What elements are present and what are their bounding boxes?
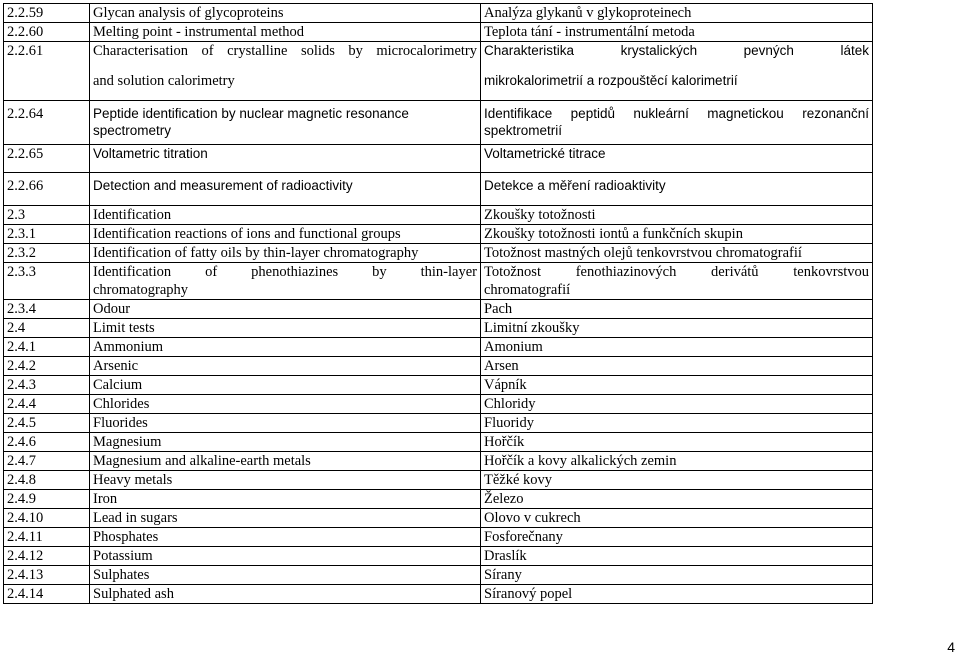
terminology-table [3, 3, 873, 604]
table-row [4, 319, 873, 338]
table-row [4, 452, 873, 471]
english-term: Voltametric titration [90, 145, 481, 173]
czech-term: Draslík [481, 547, 873, 566]
english-term: Identification of fatty oils by thin-layer chromatography [90, 244, 481, 263]
czech-term-line: Identifikace peptidů nukleární magnetickou rezonanční [484, 106, 869, 121]
english-term-line: and solution calorimetry [93, 73, 235, 89]
czech-term: Arsen [481, 357, 873, 376]
english-term: Magnesium [90, 433, 481, 452]
czech-term: Fosforečnany [481, 528, 873, 547]
czech-term: Teplota tání - instrumentální metoda [481, 23, 873, 42]
section-number: 2.4 [4, 319, 90, 338]
czech-term-line: spektrometrií [484, 123, 563, 138]
czech-term-line: Totožnost fenothiazinových derivátů tenkovrstvou [484, 264, 869, 280]
czech-term-line: mikrokalorimetrií a rozpouštěcí kalorimetrií [484, 73, 738, 88]
section-number: 2.4.7 [4, 452, 90, 471]
table-row [4, 42, 873, 101]
table-row [4, 145, 873, 173]
table-row [4, 509, 873, 528]
english-term: Sulphates [90, 566, 481, 585]
czech-term: Síranový popel [481, 585, 873, 604]
english-term: Identification [90, 206, 481, 225]
english-term: Glycan analysis of glycoproteins [90, 4, 481, 23]
table-row [4, 23, 873, 42]
czech-term: Amonium [481, 338, 873, 357]
english-term: Sulphated ash [90, 585, 481, 604]
section-number: 2.4.12 [4, 547, 90, 566]
english-term: Odour [90, 300, 481, 319]
section-number: 2.3.1 [4, 225, 90, 244]
english-term-line: spectrometry [93, 123, 172, 138]
table-row [4, 547, 873, 566]
czech-term: Zkoušky totožnosti [481, 206, 873, 225]
czech-term: Olovo v cukrech [481, 509, 873, 528]
english-term: Ammonium [90, 338, 481, 357]
section-number: 2.4.11 [4, 528, 90, 547]
english-term: Lead in sugars [90, 509, 481, 528]
table-row [4, 173, 873, 206]
english-term-cell [90, 263, 481, 300]
english-term: Phosphates [90, 528, 481, 547]
english-term: Calcium [90, 376, 481, 395]
english-term: Arsenic [90, 357, 481, 376]
table-row [4, 4, 873, 23]
czech-term: Analýza glykanů v glykoproteinech [481, 4, 873, 23]
english-term: Potassium [90, 547, 481, 566]
table-row [4, 395, 873, 414]
section-number: 2.2.65 [4, 145, 90, 173]
english-term: Identification reactions of ions and functional groups [90, 225, 481, 244]
section-number: 2.4.3 [4, 376, 90, 395]
english-term-line: Peptide identification by nuclear magnetic resonance [93, 106, 409, 121]
table-row [4, 225, 873, 244]
table-row [4, 566, 873, 585]
section-number: 2.3 [4, 206, 90, 225]
table-row [4, 585, 873, 604]
table-row [4, 528, 873, 547]
english-term: Melting point - instrumental method [90, 23, 481, 42]
czech-term-cell [481, 42, 873, 101]
section-number: 2.2.59 [4, 4, 90, 23]
czech-term: Chloridy [481, 395, 873, 414]
table-row [4, 338, 873, 357]
czech-term: Voltametrické titrace [481, 145, 873, 173]
table-row [4, 376, 873, 395]
english-term-cell [90, 42, 481, 101]
table-row [4, 244, 873, 263]
english-term: Limit tests [90, 319, 481, 338]
table-row [4, 490, 873, 509]
english-term: Heavy metals [90, 471, 481, 490]
english-term: Magnesium and alkaline-earth metals [90, 452, 481, 471]
czech-term-line: Charakteristika krystalických pevných látek [484, 43, 869, 58]
table-row [4, 471, 873, 490]
section-number: 2.4.4 [4, 395, 90, 414]
english-term-line: Characterisation of crystalline solids by microcalorimetry [93, 43, 477, 59]
czech-term: Hořčík a kovy alkalických zemin [481, 452, 873, 471]
table-row [4, 414, 873, 433]
czech-term-cell [481, 101, 873, 145]
section-number: 2.3.3 [4, 263, 90, 300]
section-number: 2.2.60 [4, 23, 90, 42]
czech-term: Hořčík [481, 433, 873, 452]
czech-term-line: chromatografií [484, 282, 571, 298]
english-term: Iron [90, 490, 481, 509]
table-row [4, 357, 873, 376]
table-row [4, 263, 873, 300]
english-term-line: chromatography [93, 282, 189, 298]
section-number: 2.3.4 [4, 300, 90, 319]
section-number: 2.3.2 [4, 244, 90, 263]
section-number: 2.2.61 [4, 42, 90, 101]
english-term: Chlorides [90, 395, 481, 414]
english-term: Fluorides [90, 414, 481, 433]
czech-term: Těžké kovy [481, 471, 873, 490]
section-number: 2.4.10 [4, 509, 90, 528]
section-number: 2.4.2 [4, 357, 90, 376]
section-number: 2.4.8 [4, 471, 90, 490]
czech-term: Fluoridy [481, 414, 873, 433]
page-number: 4 [947, 639, 955, 655]
section-number: 2.4.6 [4, 433, 90, 452]
czech-term-cell [481, 263, 873, 300]
section-number: 2.4.14 [4, 585, 90, 604]
table-row [4, 206, 873, 225]
czech-term: Detekce a měření radioaktivity [481, 173, 873, 206]
section-number: 2.2.66 [4, 173, 90, 206]
section-number: 2.2.64 [4, 101, 90, 145]
czech-term: Sírany [481, 566, 873, 585]
english-term-cell [90, 101, 481, 145]
section-number: 2.4.13 [4, 566, 90, 585]
table-row [4, 433, 873, 452]
section-number: 2.4.5 [4, 414, 90, 433]
czech-term: Zkoušky totožnosti iontů a funkčních skupin [481, 225, 873, 244]
english-term: Detection and measurement of radioactivity [90, 173, 481, 206]
table-row [4, 300, 873, 319]
english-term-line: Identification of phenothiazines by thin-layer [93, 264, 477, 280]
czech-term: Vápník [481, 376, 873, 395]
section-number: 2.4.1 [4, 338, 90, 357]
czech-term: Železo [481, 490, 873, 509]
czech-term: Limitní zkoušky [481, 319, 873, 338]
section-number: 2.4.9 [4, 490, 90, 509]
table-row [4, 101, 873, 145]
czech-term: Totožnost mastných olejů tenkovrstvou chromatografií [481, 244, 873, 263]
czech-term: Pach [481, 300, 873, 319]
